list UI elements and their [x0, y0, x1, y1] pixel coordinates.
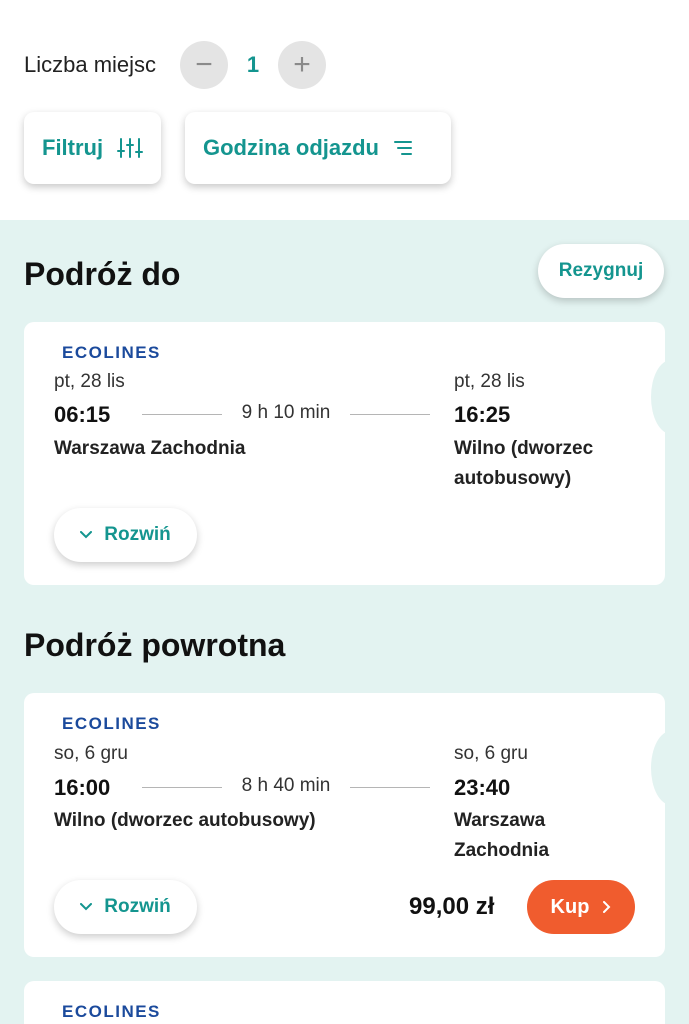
departure-date: pt, 28 lis [54, 371, 125, 392]
arrival-station: Wilno (dworzec autobusowy) [454, 438, 594, 489]
ticket-notch [651, 731, 665, 805]
route-line [142, 414, 222, 415]
outbound-section-title: Podróż do [24, 256, 181, 292]
seats-increment-button[interactable]: + [278, 41, 326, 89]
ecolines-logo [62, 344, 196, 360]
expand-button-label: Rozwiń [104, 896, 171, 917]
departure-time: 06:15 [54, 402, 111, 427]
chevron-down-icon [80, 903, 92, 911]
route-line [350, 787, 430, 788]
carrier-logo-text: ECOLINES [62, 344, 161, 360]
expand-button[interactable] [54, 880, 197, 934]
ecolines-logo [62, 715, 196, 731]
route-line [350, 414, 430, 415]
buy-button[interactable] [527, 880, 635, 934]
seats-count: 1 [246, 52, 260, 77]
ecolines-logo [62, 1003, 196, 1019]
cancel-button[interactable]: Rezygnuj [538, 244, 664, 298]
seats-decrement-button[interactable]: − [180, 41, 228, 89]
trip-duration: 8 h 40 min [241, 775, 331, 796]
departure-station: Wilno (dworzec autobusowy) [54, 810, 316, 831]
sort-icon [393, 139, 413, 157]
arrival-date: so, 6 gru [454, 743, 528, 764]
chevron-right-icon [603, 901, 611, 913]
seats-row [24, 40, 326, 90]
departure-date: so, 6 gru [54, 743, 128, 764]
seats-label: Liczba miejsc [24, 52, 157, 77]
return-trip-card[interactable] [24, 693, 665, 957]
arrival-date: pt, 28 lis [454, 371, 525, 392]
route-line [142, 787, 222, 788]
buy-button-label: Kup [550, 895, 590, 918]
sort-button-label: Godzina odjazdu [203, 135, 379, 160]
carrier-logo-text: ECOLINES [62, 1003, 161, 1019]
filter-button[interactable] [24, 112, 161, 184]
sliders-icon [117, 137, 143, 159]
chevron-down-icon [80, 531, 92, 539]
sort-departure-button[interactable] [185, 112, 451, 184]
filter-button-label: Filtruj [42, 135, 104, 160]
departure-time: 16:00 [54, 775, 111, 800]
outbound-trip-card[interactable] [24, 322, 665, 585]
next-trip-card[interactable] [24, 981, 665, 1024]
arrival-time: 16:25 [454, 402, 511, 427]
arrival-time: 23:40 [454, 775, 511, 800]
expand-button-label: Rozwiń [104, 524, 171, 545]
top-controls [0, 0, 689, 220]
trip-duration: 9 h 10 min [241, 402, 331, 423]
departure-station: Warszawa Zachodnia [54, 438, 246, 459]
return-section-title: Podróż powrotna [24, 627, 286, 663]
arrival-station: Warszawa Zachodnia [454, 810, 550, 861]
ticket-price: 99,00 zł [409, 893, 495, 920]
expand-button[interactable] [54, 508, 197, 562]
ticket-notch [651, 360, 665, 434]
carrier-logo-text: ECOLINES [62, 715, 161, 731]
